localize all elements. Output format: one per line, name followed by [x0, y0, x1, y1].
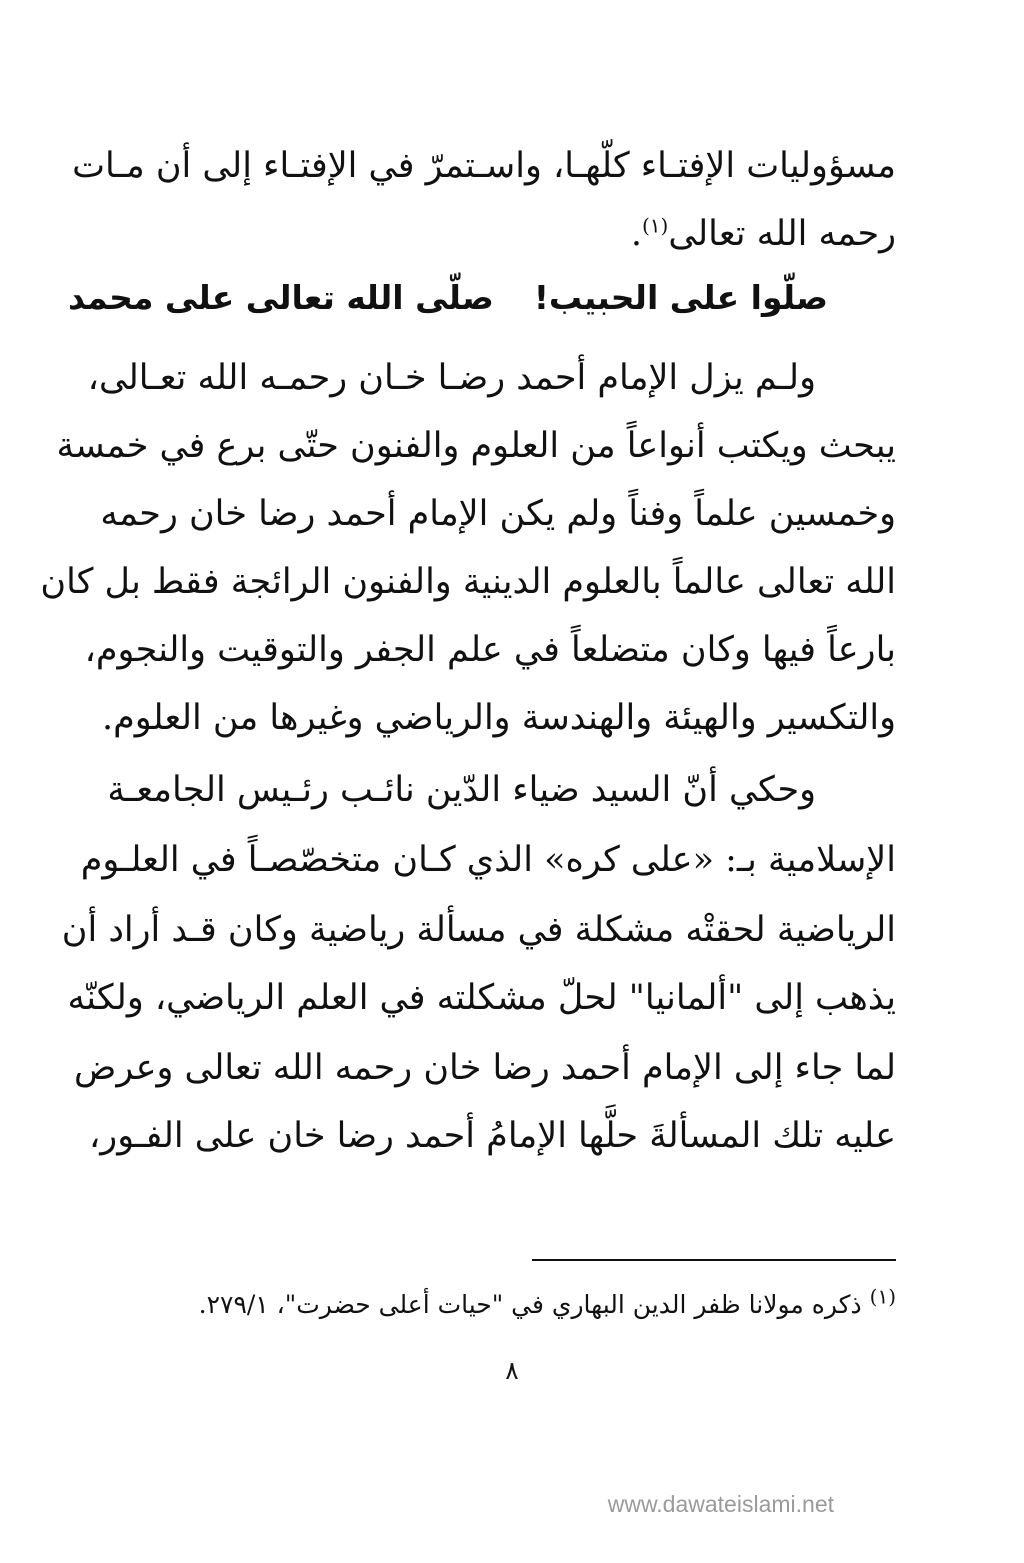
text-line	[120, 200, 896, 268]
website-watermark: www.dawateislami.net	[607, 1491, 834, 1517]
text-line: بارعاً فيها وكان متضلعاً في علم الجفر والتوقيت والنجوم،	[84, 630, 896, 670]
text-span: رحمه الله تعالى	[668, 214, 896, 254]
text-line: وحكي أنّ السيد ضياء الدّين نائـب رئـيس الجامعـة	[107, 770, 816, 810]
text-line: لما جاء إلى الإمام أحمد رضا خان رحمه الله تعالى وعرض	[74, 1048, 896, 1088]
text-line: يبحث ويكتب أنواعاً من العلوم والفنون حتّى برع في خمسة	[56, 426, 896, 466]
footnote	[198, 1284, 896, 1319]
heading-right-part: صلّوا على الحبيب!	[533, 278, 828, 317]
text-line: عليه تلك المسألةَ حلَّها الإمامُ أحمد رضا خان على الفـور،	[89, 1116, 896, 1156]
text-span: .	[630, 214, 642, 254]
footnote-text: ذكره مولانا ظفر الدين البهاري في "حيات أعلى حضرت"، ٢٧٩/١.	[198, 1290, 862, 1319]
salutation-heading	[68, 278, 828, 317]
text-line: ولـم يزل الإمام أحمد رضـا خـان رحمـه الله تعـالى،	[87, 358, 816, 398]
text-line: وخمسين علماً وفناً ولم يكن الإمام أحمد رضا خان رحمه	[100, 494, 896, 534]
page-number: ٨	[505, 1356, 519, 1385]
text-line: مسؤوليات الإفتـاء كلّهـا، واسـتمرّ في الإفتـاء إلى أن مـات	[72, 146, 896, 186]
footnote-marker: (١)	[869, 1284, 896, 1309]
text-line: الإسلامية بـ: «على كره» الذي كـان متخصّصـاً في العلـوم	[80, 840, 896, 880]
heading-left-part: صلّى الله تعالى على محمد	[67, 278, 494, 317]
text-line: يذهب إلى "ألمانيا" لحلّ مشكلته في العلم الرياضي، ولكنّه	[67, 978, 896, 1018]
text-line: الله تعالى عالماً بالعلوم الدينية والفنون الرائجة فقط بل كان	[40, 562, 896, 602]
text-line: الرياضية لحقتْه مشكلة في مسألة رياضية وكان قـد أراد أن	[61, 910, 896, 950]
footnote-separator	[532, 1259, 896, 1261]
footnote-marker: (١)	[641, 213, 669, 238]
text-line: والتكسير والهيئة والهندسة والرياضي وغيرها من العلوم.	[101, 698, 896, 738]
